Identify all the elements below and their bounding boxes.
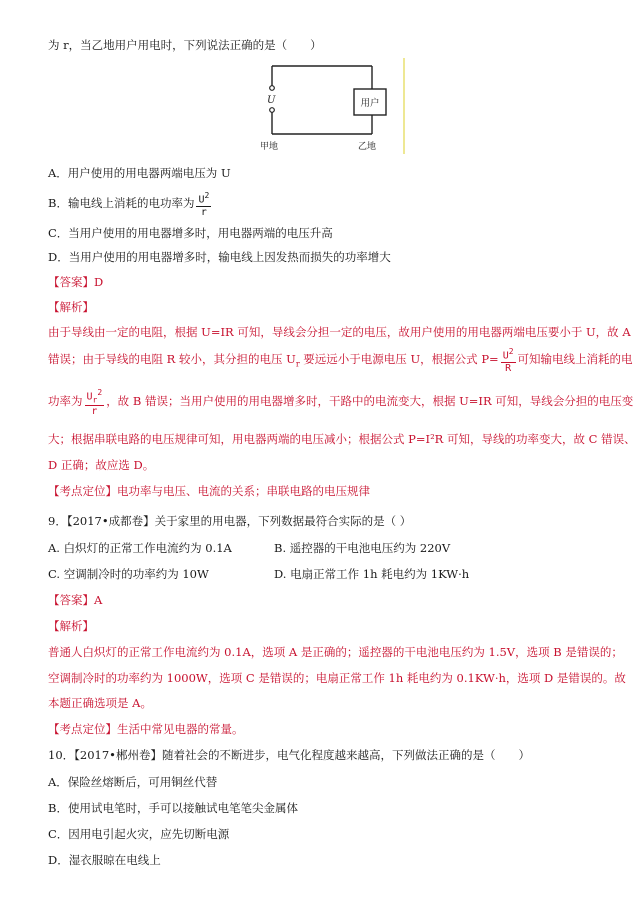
q9-title: 9．【2017•成都卷】关于家里的用电器，下列数据最符合实际的是（ ） — [48, 514, 412, 528]
q10-option-d: D．湿衣服晾在电线上 — [48, 853, 161, 867]
q10-option-c: C．因用电引起火灾，应先切断电源 — [48, 827, 230, 841]
right-location-label: 乙地 — [358, 142, 377, 152]
q8-option-d: D．当用户使用的用电器增多时，输电线上因发热而损失的功率增大 — [48, 250, 391, 264]
q9-analysis-tag: 【解析】 — [48, 619, 94, 633]
q8-option-b: B．输电线上消耗的电功率为 $\frac{U^2}{r}$ — [48, 191, 210, 218]
q9-answer: 【答案】A — [48, 593, 103, 607]
q8-knowledge-point: 【考点定位】电功率与电压、电流的关系；串联电路的电压规律 — [48, 484, 370, 498]
q9-option-c: C. 空调制冷时的功率约为 10W — [48, 567, 209, 581]
q8-option-a: A．用户使用的用电器两端电压为 U — [48, 166, 231, 180]
circuit-diagram — [258, 56, 408, 156]
q8-power-fraction-1: $\frac{U^2}{R}$ — [502, 347, 514, 374]
q8-option-b-fraction: $\frac{U^2}{r}$ — [198, 191, 210, 218]
q9-explanation-line-2: 空调制冷时的功率约为 1000W，选项 C 是错误的；电扇正常工作 1h 耗电约为 0.1KW·h，选项 D 是错误的。故 — [48, 671, 626, 685]
q8-answer: 【答案】D — [48, 275, 104, 289]
q9-option-d: D. 电扇正常工作 1h 耗电约为 1KW·h — [274, 567, 470, 581]
q8-analysis-tag: 【解析】 — [48, 300, 94, 314]
left-location-label: 甲地 — [260, 142, 279, 152]
q8-explanation-line-4: 大；根据串联电路的电压规律可知，用电器两端的电压减小；根据公式 P=I²R 可知，导线的功率变大，故 C 错误、 — [48, 432, 636, 446]
source-terminal-top — [270, 86, 275, 91]
q8-explanation-line-2: 错误；由于导线的电阻 R 较小，其分担的电压 $U_r$ 要远远小于电源电压 U，根据公式 P= $\frac{U^2}{R}$ 可知输电线上消耗的电 — [48, 347, 633, 374]
q9-explanation-line-1: 普通人白炽灯的正常工作电流约为 0.1A，选项 A 是正确的；遥控器的干电池电压约为 1.5V，选项 B 是错误的； — [48, 645, 623, 659]
q8-explanation-line-3: 功率为 $\frac{U_r^2}{r}$ ，故 B 错误；当用户使用的用电器增多时，干路中的电流变大，根据 U=IR 可知，导线会分担的电压变 — [48, 387, 634, 418]
question-intro: 为 r，当乙地用户用电时，下列说法正确的是（ ） — [48, 38, 322, 52]
q8-power-fraction-2: $\frac{U_r^2}{r}$ — [86, 387, 103, 418]
q9-option-a: A. 白炽灯的正常工作电流约为 0.1A — [48, 541, 232, 555]
user-label: 用户 — [360, 98, 380, 109]
q10-title: 10．【2017•郴州卷】随着社会的不断进步，电气化程度越来越高，下列做法正确的是（ ） — [48, 748, 530, 762]
q8-option-c: C．当用户使用的用电器增多时，用电器两端的电压升高 — [48, 226, 333, 240]
q9-option-b: B. 遥控器的干电池电压约为 220V — [274, 541, 451, 555]
q8-explanation-line-1: 由于导线由一定的电阻，根据 U=IR 可知，导线会分担一定的电压，故用户使用的用电器两端电压要小于 U，故 A — [48, 325, 631, 339]
q8-explanation-line-5: D 正确；故应选 D。 — [48, 458, 155, 472]
q10-option-b: B．使用试电笔时，手可以接触试电笔笔尖金属体 — [48, 801, 298, 815]
source-label: U — [267, 95, 276, 106]
q9-knowledge-point: 【考点定位】生活中常见电器的常量。 — [48, 722, 244, 736]
q10-option-a: A．保险丝熔断后，可用铜丝代替 — [48, 775, 218, 789]
source-terminal-bottom — [270, 108, 275, 113]
q9-explanation-line-3: 本题正确选项是 A。 — [48, 696, 152, 710]
